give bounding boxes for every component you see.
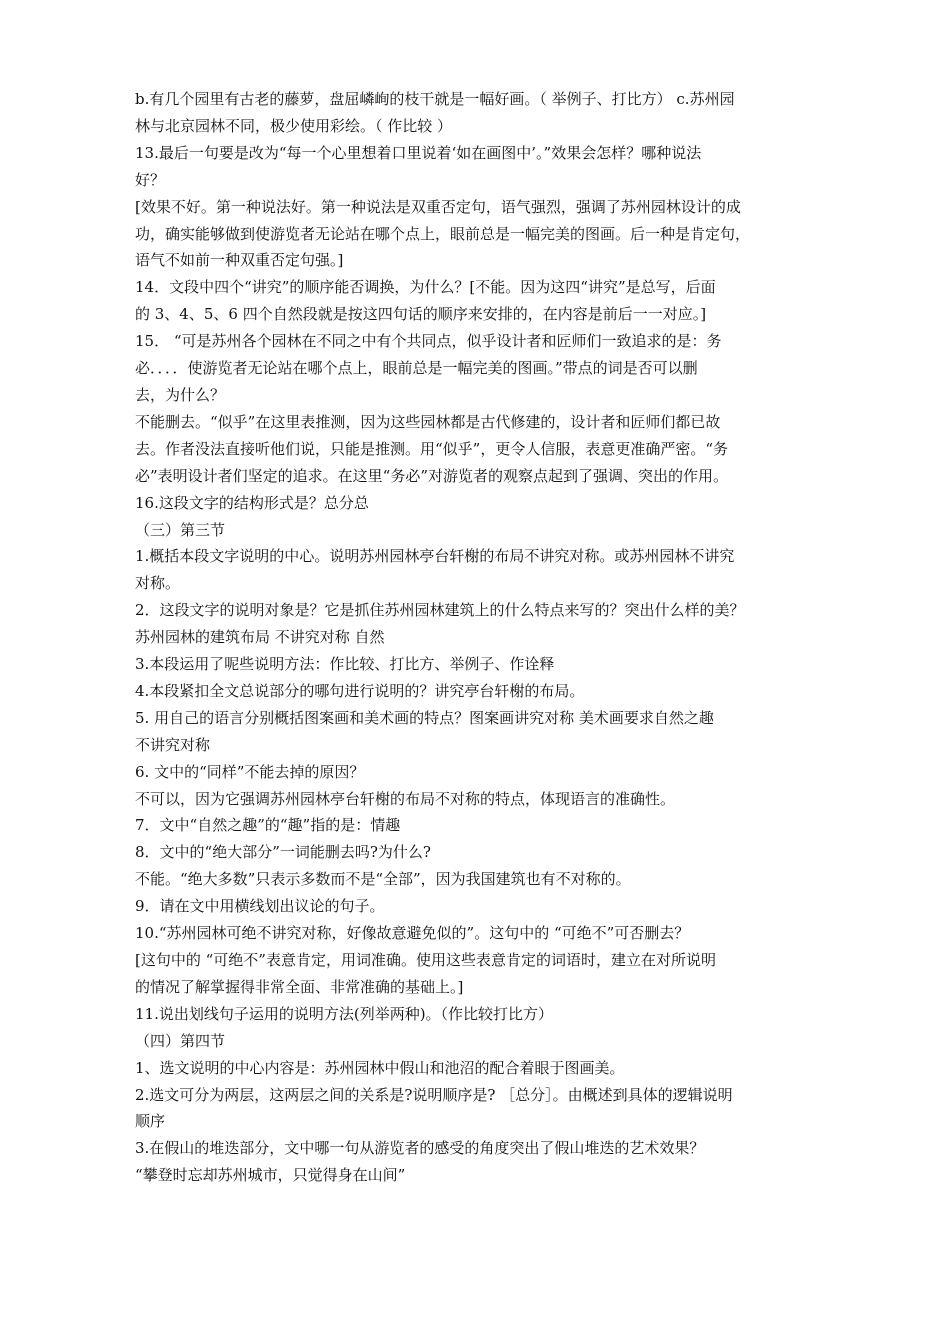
text-line: 不讲究对称	[135, 735, 211, 754]
text-line: 去，为什么？	[135, 385, 226, 404]
text-line: 2.选文可分为两层，这两层之间的关系是?说明顺序是? ［总分］。由概述到具体的逻辑说明	[135, 1085, 733, 1104]
text-line: 不能删去。“似乎”在这里表推测，因为这些园林都是古代修建的，设计者和匠师们都已故	[135, 412, 721, 431]
text-line: 不能。“绝大多数”只表示多数而不是“全部”，因为我国建筑也有不对称的。	[135, 870, 631, 889]
text-line: 7．文中“自然之趣”的“趣”指的是：情趣	[135, 816, 401, 835]
text-line: “攀登时忘却苏州城市，只觉得身在山间”	[135, 1166, 406, 1185]
text-line: 不可以，因为它强调苏州园林亭台轩榭的布局不对称的特点，体现语言的准确性。	[135, 789, 676, 808]
text-line: 4.本段紧扣全文总说部分的哪句进行说明的？讲究亭台轩榭的布局。	[135, 681, 585, 700]
text-line: （四）第四节	[135, 1031, 226, 1050]
text-line: 3.在假山的堆迭部分，文中哪一句从游览者的感受的角度突出了假山堆迭的艺术效果？	[135, 1139, 705, 1158]
text-line: 10.“苏州园林可绝不讲究对称，好像故意避免似的”。这句中的 “可绝不”可否删去？	[135, 924, 690, 943]
text-line: 2．这段文字的说明对象是？它是抓住苏州园林建筑上的什么特点来写的？突出什么样的美？	[135, 601, 745, 620]
text-line: 必”表明设计者们坚定的追求。在这里“务必”对游览者的观察点起到了强调、突出的作用。	[135, 466, 729, 485]
text-line: 对称。	[135, 574, 181, 593]
text-line: 顺序	[135, 1112, 166, 1131]
text-line: 13.最后一句要是改为“每一个心里想着口里说着‘如在画图中’。”效果会怎样？哪种说法	[135, 143, 702, 162]
text-line: [效果不好。第一种说法好。第一种说法是双重否定句，语气强烈，强调了苏州园林设计的成	[135, 197, 741, 216]
text-line: 的 3、4、5、6 四个自然段就是按这四句话的顺序来安排的，在内容是前后一一对应。]	[135, 305, 707, 324]
text-line: 的情况了解掌握得非常全面、非常准确的基础上。]	[135, 977, 464, 996]
text-line: b.有几个园里有古老的藤萝，盘屈嶙峋的枝干就是一幅好画。（ 举例子、打比方） c.苏州园	[135, 90, 735, 108]
text-line: 11.说出划线句子运用的说明方法(列举两种)。（作比较打比方）	[135, 1004, 554, 1023]
text-line: 1.概括本段文字说明的中心。说明苏州园林亭台轩榭的布局不讲究对称。或苏州园林不讲究	[135, 547, 735, 566]
text-line: 5. 用自己的语言分别概括图案画和美术画的特点？图案画讲究对称 美术画要求自然之趣	[135, 708, 714, 727]
text-line: （三）第三节	[135, 520, 226, 539]
text-line: 好？	[135, 170, 166, 189]
text-line: 林与北京园林不同，极少使用彩绘。（ 作比较 ）	[135, 116, 453, 135]
text-line: 3.本段运用了呢些说明方法：作比较、打比方、举例子、作诠释	[135, 655, 555, 674]
text-line: 去。作者没法直接听他们说，只能是推测。用“似乎”，更令人信服，表意更准确严密。“务	[135, 439, 729, 458]
text-line: 功，确实能够做到使游览者无论站在哪个点上，眼前总是一幅完美的图画。后一种是肯定句，	[135, 224, 751, 243]
text-line: 15． “可是苏州各个园林在不同之中有个共同点，似乎设计者和匠师们一致追求的是：务	[135, 332, 722, 351]
text-line: [这句中的 “可绝不”表意肯定，用词准确。使用这些表意肯定的词语时，建立在对所说明	[135, 951, 716, 969]
text-line: 8．文中的“绝大部分”一词能删去吗?为什么?	[135, 843, 431, 862]
text-line: 1、选文说明的中心内容是：苏州园林中假山和池沼的配合着眼于图画美。	[135, 1058, 625, 1077]
text-line: 14．文段中四个“讲究”的顺序能否调换，为什么？[不能。因为这四“讲究”是总写，后面	[135, 278, 716, 297]
text-line: 必．．．．使游览者无论站在哪个点上，眼前总是一幅完美的图画。”带点的词是否可以删	[135, 359, 698, 378]
text-line: 6. 文中的“同样”不能去掉的原因？	[135, 762, 365, 781]
text-line: 9．请在文中用横线划出议论的句子。	[135, 897, 385, 916]
text-line: 16.这段文字的结构形式是？总分总	[135, 493, 369, 512]
text-line: 苏州园林的建筑布局 不讲究对称 自然	[135, 628, 385, 647]
text-line: 语气不如前一种双重否定句强。]	[135, 251, 344, 270]
